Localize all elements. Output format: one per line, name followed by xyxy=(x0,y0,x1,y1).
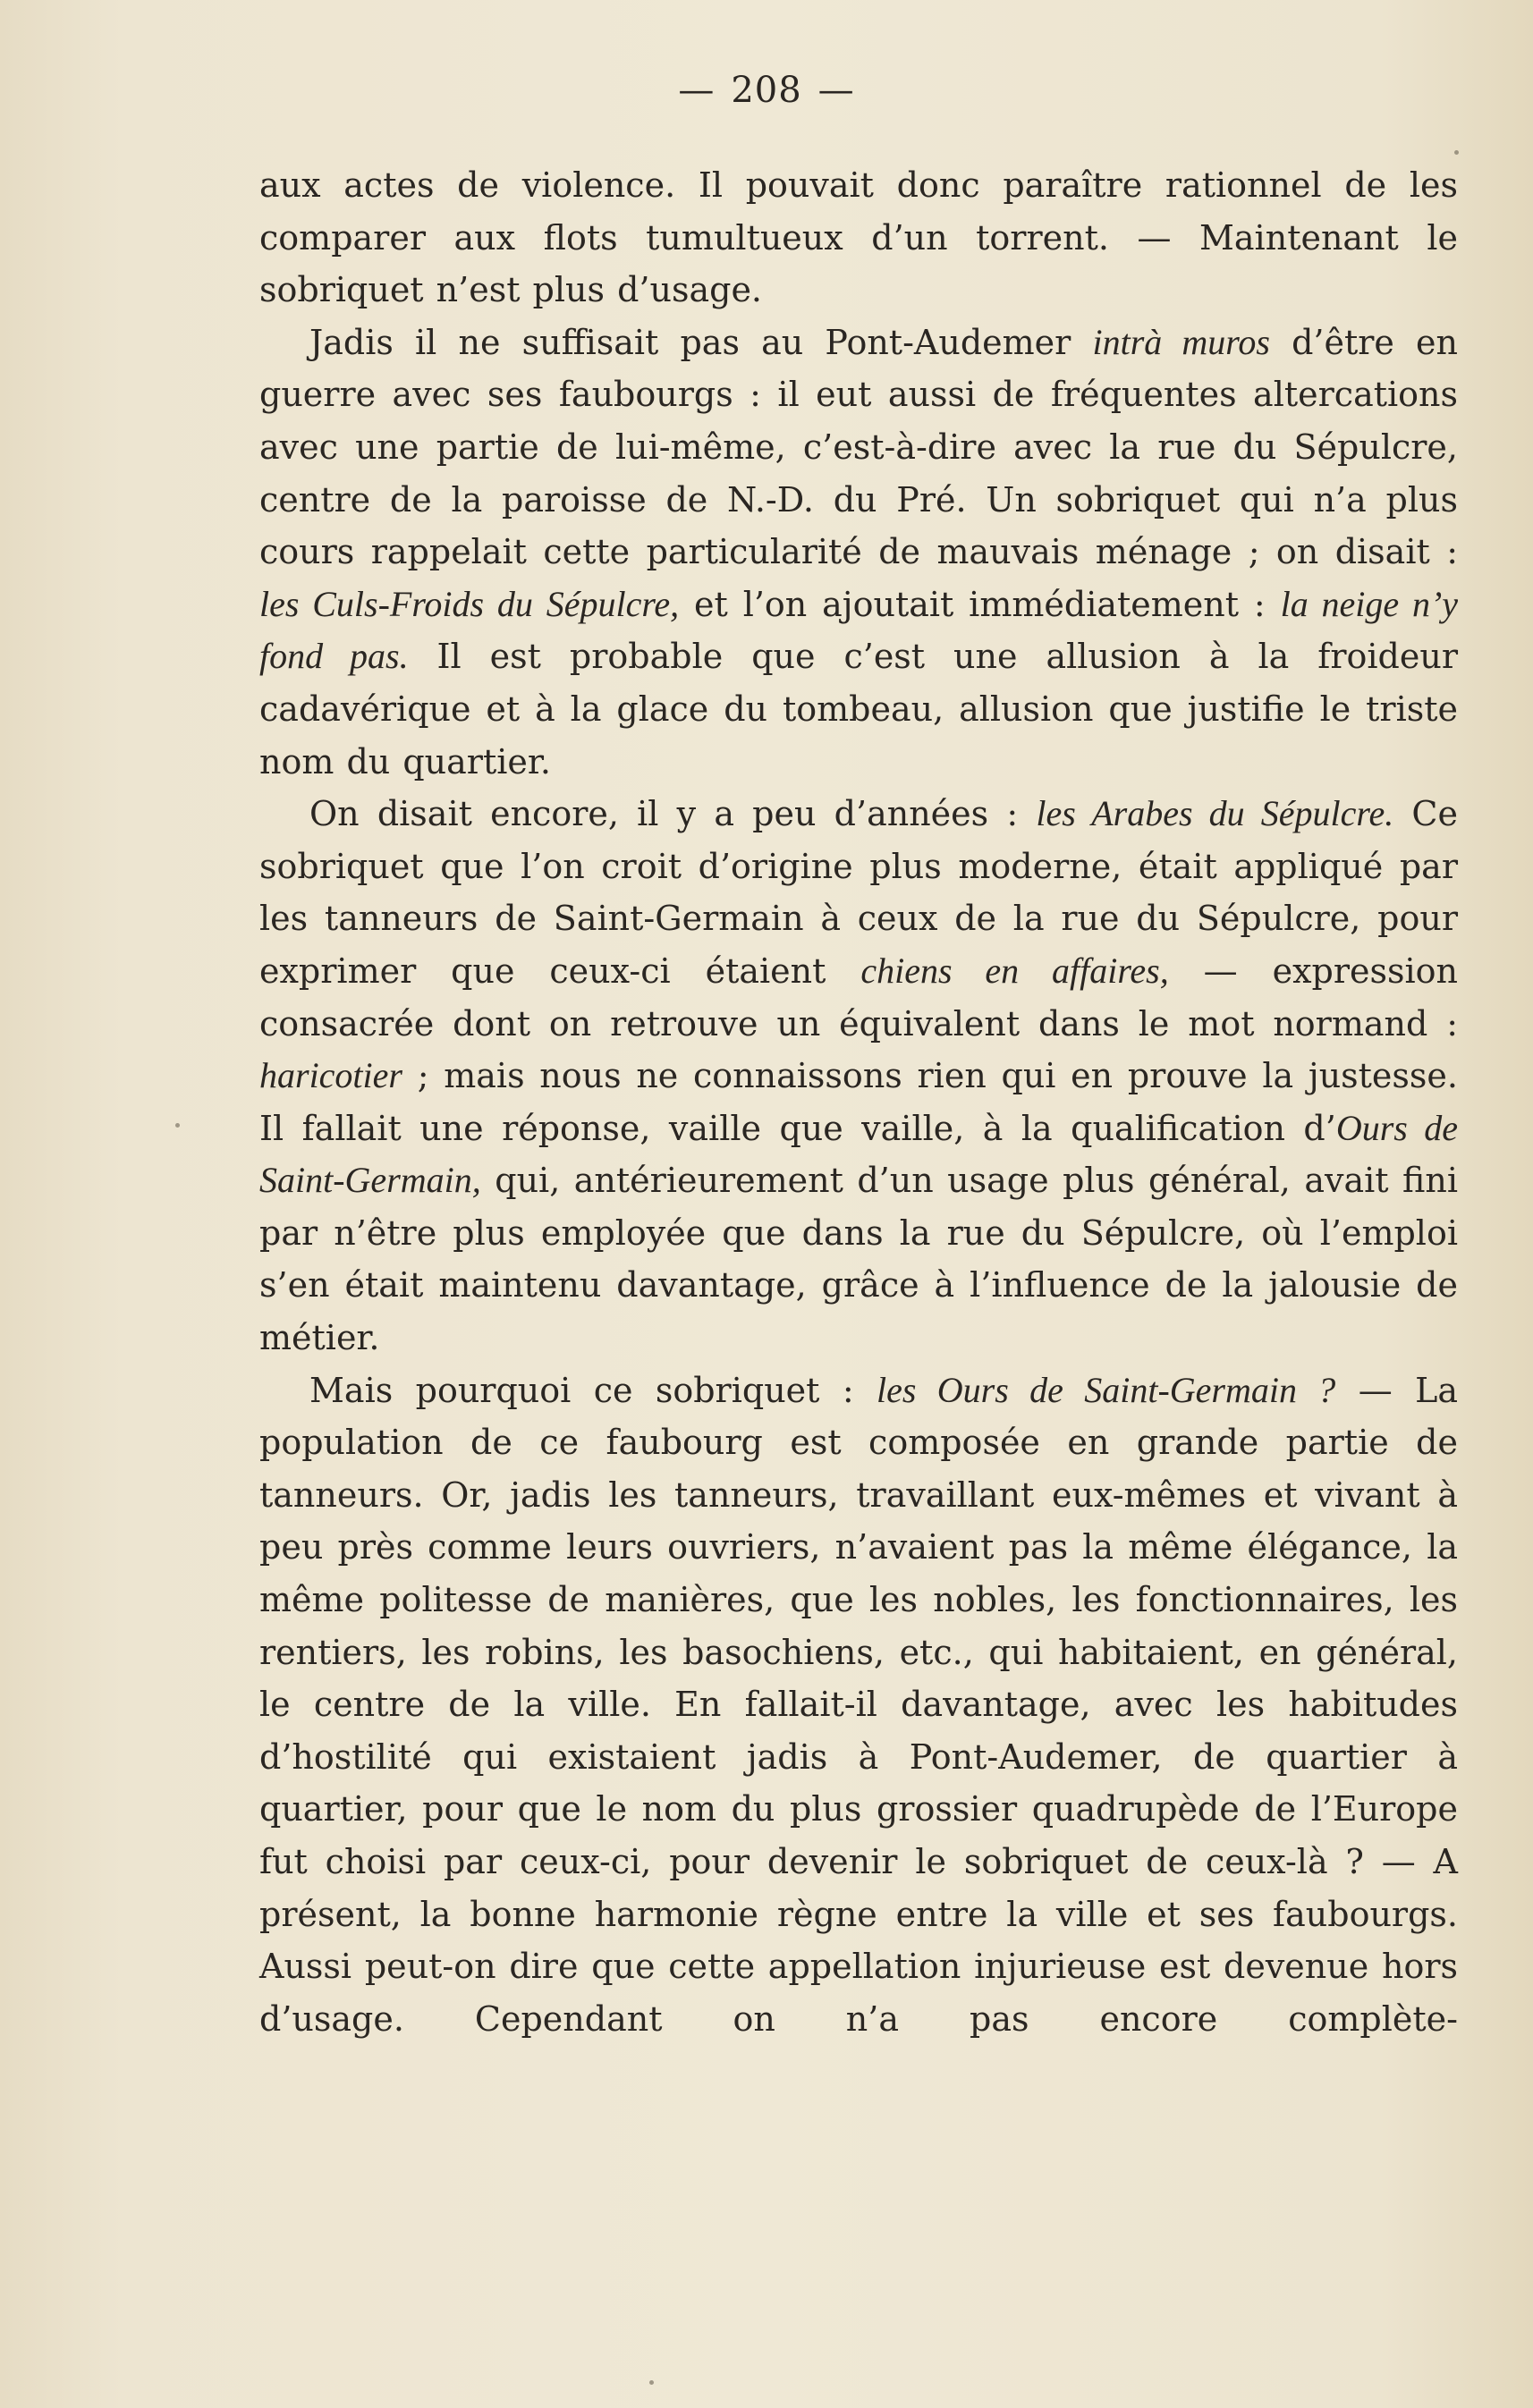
italic-phrase: les Culs-Froids du Sépulcre, xyxy=(259,583,680,624)
text-run: qui, antérieurement d’un usage plus général, avait fini par n’être plus employée que dans la rue du Sépulcre, où l’emploi s’en était maintenu davantage, grâce à l’influence de la jalousie de métier. xyxy=(259,1161,1458,1358)
paragraph xyxy=(259,317,1458,788)
text-run: Mais pourquoi ce sobriquet : xyxy=(309,1370,877,1410)
text-run: — expression consacrée dont on retrouve un équivalent dans le mot normand : xyxy=(259,951,1458,1043)
italic-phrase: Ours de Saint-Germain, xyxy=(259,1107,1458,1201)
italic-phrase: haricotier xyxy=(259,1055,402,1096)
text-run: On disait encore, il y a peu d’années : xyxy=(309,794,1037,834)
italic-phrase: les Arabes du Sépulcre. xyxy=(1036,793,1394,834)
page-number-dash-right: — xyxy=(817,70,855,111)
page-number xyxy=(0,70,1533,111)
text-run: d’être en guerre avec ses faubourgs : il eut aussi de fréquentes altercations avec une partie de lui-même, c’est-à-dire avec la rue du Sépulcre, centre de la paroisse de N.-D. du Pré. Un sobriquet qui n’a plus cours rappelait cette particularité de mauvais ménage ; on disait : xyxy=(259,322,1459,572)
italic-phrase: intrà muros xyxy=(1092,321,1270,362)
paragraph xyxy=(259,788,1458,1365)
paper-speck xyxy=(1454,150,1459,155)
text-run: — La population de ce faubourg est composée en grande partie de tanneurs. Or, jadis les tanneurs, travaillant eux-mêmes et vivant à peu près comme leurs ouvriers, n’avaient pas la même élégance, la même politesse de manières, que les nobles, les fonctionnaires, les rentiers, les robins, les basochiens, etc., qui habitaient, en général, le centre de la ville. En fallait-il davantage, avec les habitudes d’hostilité qui existaient jadis à Pont-Audemer, de quartier à quartier, pour que le nom du plus grossier quadrupède de l’Europe fut choisi par ceux-ci, pour devenir le sobriquet de ceux-là ? — A présent, la bonne harmonie règne entre la ville et ses faubourgs. Aussi peut-on dire que cette appellation injurieuse est devenue hors d’usage. Cependant on n’a pas encore complète- xyxy=(259,1370,1458,2039)
paragraph xyxy=(259,159,1458,317)
text-run: Jadis il ne suffisait pas au Pont-Audemer xyxy=(309,322,1093,362)
paragraph xyxy=(259,1365,1458,2046)
italic-phrase: la neige n’y fond pas. xyxy=(259,583,1459,677)
body-text xyxy=(259,159,1458,2045)
page-number-value: 208 xyxy=(731,70,802,111)
text-run: Il est probable que c’est une allusion à la froideur cadavérique et à la glace du tombeau, allusion que justifie le triste nom du quartier. xyxy=(259,637,1458,782)
paper-speck xyxy=(175,1123,180,1128)
italic-phrase: les Ours de Saint-Germain ? xyxy=(877,1369,1336,1410)
text-run: et l’on ajoutait immédiatement : xyxy=(679,584,1281,624)
text-run: aux actes de violence. Il pouvait donc paraître rationnel de les comparer aux flots tumultueux d’un torrent. — Maintenant le sobriquet n’est plus d’usage. xyxy=(259,165,1458,310)
page-number-dash-left: — xyxy=(678,70,716,111)
italic-phrase: chiens en affaires, xyxy=(860,950,1169,991)
text-run: Ce sobriquet que l’on croit d’origine plus moderne, était appliqué par les tanneurs de Saint-Germain à ceux de la rue du Sépulcre, pour exprimer que ceux-ci étaient xyxy=(259,794,1458,991)
text-run: ; mais nous ne connaissons rien qui en prouve la justesse. Il fallait une réponse, vaille que vaille, à la qualification d’ xyxy=(259,1056,1458,1148)
paper-speck xyxy=(649,2380,654,2385)
